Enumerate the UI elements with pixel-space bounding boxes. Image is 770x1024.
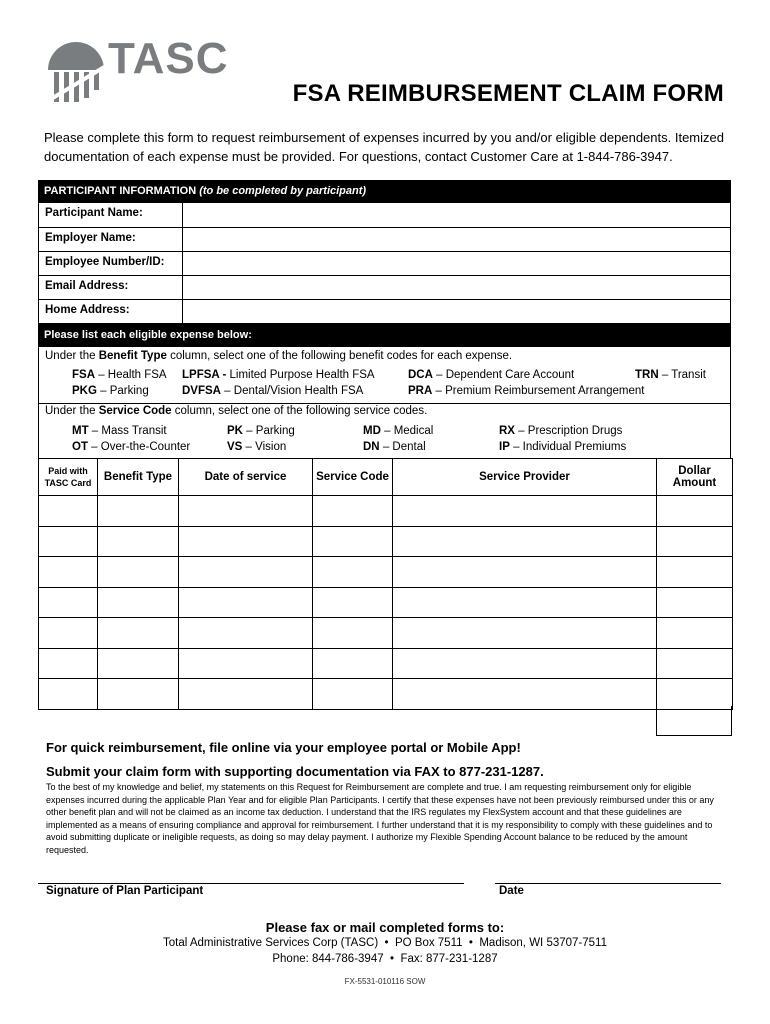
participant-name-field[interactable] <box>182 203 730 227</box>
service-code-ip: IP – Individual Premiums <box>499 441 627 453</box>
table-row <box>39 679 733 710</box>
online-filing-note: For quick reimbursement, file online via your employee portal or Mobile App! <box>46 740 521 755</box>
expenses-header: Please list each eligible expense below: <box>38 324 731 346</box>
signature-line[interactable] <box>38 883 464 884</box>
fax-submission-note: Submit your claim form with supporting documentation via FAX to 877-231-1287. <box>46 764 544 779</box>
paid-cell[interactable] <box>39 526 98 557</box>
form-number: FX-5531-010116 SOW <box>344 977 426 986</box>
col-paid-with-tasc-card: Paid with TASC Card <box>39 459 98 496</box>
provider-cell[interactable] <box>393 526 657 557</box>
desc: Dental/Vision Health FSA <box>233 385 364 397</box>
service-instruction-post: column, select one of the following service codes. <box>171 405 428 417</box>
benefit-code-trn: TRN – Transit <box>635 369 706 381</box>
benefit-code-dca: DCA – Dependent Care Account <box>408 369 575 381</box>
phone-number: Phone: 844-786-3947 <box>272 953 384 965</box>
service-code-mt: MT – Mass Transit <box>72 425 167 437</box>
code: MD <box>363 425 381 437</box>
service-code-md: MD – Medical <box>363 425 434 437</box>
desc: Premium Reimbursement Arrangement <box>445 385 645 397</box>
date-cell[interactable] <box>179 587 313 618</box>
benefit-cell[interactable] <box>98 526 179 557</box>
provider-cell[interactable] <box>393 557 657 588</box>
desc: Prescription Drugs <box>527 425 623 437</box>
benefit-instruction-post: column, select one of the following benefit codes for each expense. <box>166 350 513 362</box>
email-label: Email Address: <box>45 280 129 292</box>
home-address-row <box>39 299 730 325</box>
service-code-cell[interactable] <box>313 587 393 618</box>
provider-cell[interactable] <box>393 648 657 679</box>
benefit-code-pkg: PKG – Parking <box>72 385 149 397</box>
code: PK <box>227 425 243 437</box>
code: DVFSA <box>182 385 221 397</box>
desc: Medical <box>393 425 434 437</box>
code: FSA <box>72 369 95 381</box>
employer-name-row <box>39 227 730 251</box>
benefit-cell[interactable] <box>98 679 179 710</box>
employee-id-label: Employee Number/ID: <box>45 256 165 268</box>
table-row <box>39 526 733 557</box>
amount-cell[interactable] <box>657 557 733 588</box>
service-code-vs: VS – Vision <box>227 441 287 453</box>
benefit-code-pra: PRA – Premium Reimbursement Arrangement <box>408 385 645 397</box>
service-code-cell[interactable] <box>313 648 393 679</box>
employer-name-field[interactable] <box>182 228 730 251</box>
table-row <box>39 496 733 527</box>
desc: Mass Transit <box>101 425 167 437</box>
desc: Dental <box>392 441 426 453</box>
contact-numbers: Phone: 844-786-3947 • Fax: 877-231-1287 <box>272 953 498 965</box>
col-service-provider: Service Provider <box>393 459 657 496</box>
code: TRN <box>635 369 659 381</box>
benefit-code-fsa: FSA – Health FSA <box>72 369 167 381</box>
po-box: PO Box 7511 <box>394 937 463 949</box>
provider-cell[interactable] <box>393 618 657 649</box>
intro-text: Please complete this form to request reimbursement of expenses incurred by you and/or eligible dependents. Itemized documentation of each expense must be provided. For questions, contact Customer Care at 1-844-786-3947. <box>44 130 724 164</box>
desc: Health FSA <box>107 369 167 381</box>
desc: Dependent Care Account <box>445 369 575 381</box>
date-label: Date <box>499 885 524 897</box>
date-cell[interactable] <box>179 496 313 527</box>
desc: Limited Purpose Health FSA <box>229 369 375 381</box>
paid-cell[interactable] <box>39 618 98 649</box>
code: DCA <box>408 369 433 381</box>
desc: Transit <box>671 369 706 381</box>
expense-table-header <box>39 459 733 496</box>
benefit-instruction <box>45 350 512 362</box>
paid-cell[interactable] <box>39 587 98 618</box>
desc: Vision <box>255 441 287 453</box>
benefit-cell[interactable] <box>98 496 179 527</box>
date-cell[interactable] <box>179 557 313 588</box>
date-cell[interactable] <box>179 526 313 557</box>
code: PRA <box>408 385 433 397</box>
table-row <box>39 587 733 618</box>
codes-divider <box>39 403 730 404</box>
benefit-code-lpfsa <box>182 369 375 381</box>
col-dollar-amount: Dollar Amount <box>657 459 733 496</box>
certification-statement: To the best of my knowledge and belief, my statements on this Request for Reimbursement are complete and true. I am requesting reimbursement only for eligible expenses incurred during the applicable Plan Year and for eligible Plan Participants. I certify that these expenses have not been previously reimbursed under this or any other benefit plan and will not be claimed as an income tax deduction. I understand that the IRS regulates my FlexSystem account and that these guidelines are implemented as a means of ensuring compliance and approval for reimbursement. I further understand that it is my responsibility to comply with these guidelines and to avoid submitting duplicate or ineligible requests, as doing so may delay payment. I authorize my Flexible Spending Account balance to be reduced by the amount requested. <box>46 782 714 855</box>
benefit-code-dvfsa: DVFSA – Dental/Vision Health FSA <box>182 385 364 397</box>
col-date-of-service: Date of service <box>179 459 313 496</box>
mailing-address: Total Administrative Services Corp (TASC) • PO Box 7511 • Madison, WI 53707-7511 <box>163 937 607 949</box>
mail-title: Please fax or mail completed forms to: <box>265 920 505 935</box>
desc: Over-the-Counter <box>100 441 191 453</box>
benefit-instruction-pre: Under the <box>45 350 99 362</box>
paid-cell[interactable] <box>39 648 98 679</box>
code: VS <box>227 441 243 453</box>
service-code-cell[interactable] <box>313 618 393 649</box>
code: LPFSA - <box>182 369 227 381</box>
service-code-ot: OT – Over-the-Counter <box>72 441 191 453</box>
provider-cell[interactable] <box>393 496 657 527</box>
date-cell[interactable] <box>179 679 313 710</box>
employee-id-field[interactable] <box>182 252 730 275</box>
table-row <box>39 618 733 649</box>
code: IP <box>499 441 510 453</box>
codes-box <box>38 346 731 458</box>
code: DN <box>363 441 380 453</box>
service-code-cell[interactable] <box>313 679 393 710</box>
fax-number: Fax: 877-231-1287 <box>400 953 498 965</box>
employee-id-row <box>39 251 730 275</box>
date-line[interactable] <box>495 883 721 884</box>
code: PKG <box>72 385 97 397</box>
employer-name-label: Employer Name: <box>45 232 136 244</box>
tasc-logo <box>44 34 229 106</box>
home-address-field[interactable] <box>182 300 730 325</box>
participant-info-table <box>38 202 731 324</box>
service-code-cell[interactable] <box>313 496 393 527</box>
logo-wordmark: TASC <box>108 34 229 83</box>
company-name: Total Administrative Services Corp (TASC) <box>163 937 379 949</box>
participant-name-row <box>39 203 730 227</box>
paid-cell[interactable] <box>39 496 98 527</box>
amount-cell[interactable] <box>657 679 733 710</box>
table-row <box>39 648 733 679</box>
amount-cell[interactable] <box>657 526 733 557</box>
desc: Parking <box>255 425 295 437</box>
code: RX <box>499 425 515 437</box>
amount-cell[interactable] <box>657 618 733 649</box>
participant-name-label: Participant Name: <box>45 207 143 219</box>
desc: Individual Premiums <box>522 441 627 453</box>
service-instruction <box>45 405 427 417</box>
amount-cell[interactable] <box>657 587 733 618</box>
participant-header <box>38 180 731 202</box>
date-cell[interactable] <box>179 648 313 679</box>
service-code-pk: PK – Parking <box>227 425 295 437</box>
email-row <box>39 275 730 299</box>
participant-header-title: PARTICIPANT INFORMATION <box>44 185 197 197</box>
date-cell[interactable] <box>179 618 313 649</box>
benefit-cell[interactable] <box>98 557 179 588</box>
home-address-label: Home Address: <box>45 304 130 316</box>
col-service-code: Service Code <box>313 459 393 496</box>
email-field[interactable] <box>182 276 730 299</box>
service-instruction-pre: Under the <box>45 405 99 417</box>
expense-table <box>38 458 733 710</box>
service-instruction-bold: Service Code <box>98 405 172 417</box>
tasc-logo-icon <box>44 36 108 106</box>
amount-cell[interactable] <box>657 648 733 679</box>
signature-label: Signature of Plan Participant <box>46 885 204 897</box>
service-code-dn: DN – Dental <box>363 441 426 453</box>
provider-cell[interactable] <box>393 679 657 710</box>
provider-cell[interactable] <box>393 587 657 618</box>
paid-cell[interactable] <box>39 679 98 710</box>
benefit-instruction-bold: Benefit Type <box>98 350 167 362</box>
benefit-cell[interactable] <box>98 648 179 679</box>
code: OT <box>72 441 88 453</box>
form-title: FSA REIMBURSEMENT CLAIM FORM <box>292 80 724 107</box>
city-state-zip: Madison, WI 53707-7511 <box>479 937 607 949</box>
amount-cell[interactable] <box>657 496 733 527</box>
participant-header-note: (to be completed by participant) <box>199 185 367 197</box>
table-row <box>39 557 733 588</box>
service-code-cell[interactable] <box>313 557 393 588</box>
benefit-cell[interactable] <box>98 618 179 649</box>
service-code-cell[interactable] <box>313 526 393 557</box>
service-code-rx: RX – Prescription Drugs <box>499 425 623 437</box>
benefit-cell[interactable] <box>98 587 179 618</box>
code: MT <box>72 425 89 437</box>
paid-cell[interactable] <box>39 557 98 588</box>
total-amount-cell[interactable] <box>656 706 732 736</box>
desc: Parking <box>109 385 149 397</box>
col-benefit-type: Benefit Type <box>98 459 179 496</box>
